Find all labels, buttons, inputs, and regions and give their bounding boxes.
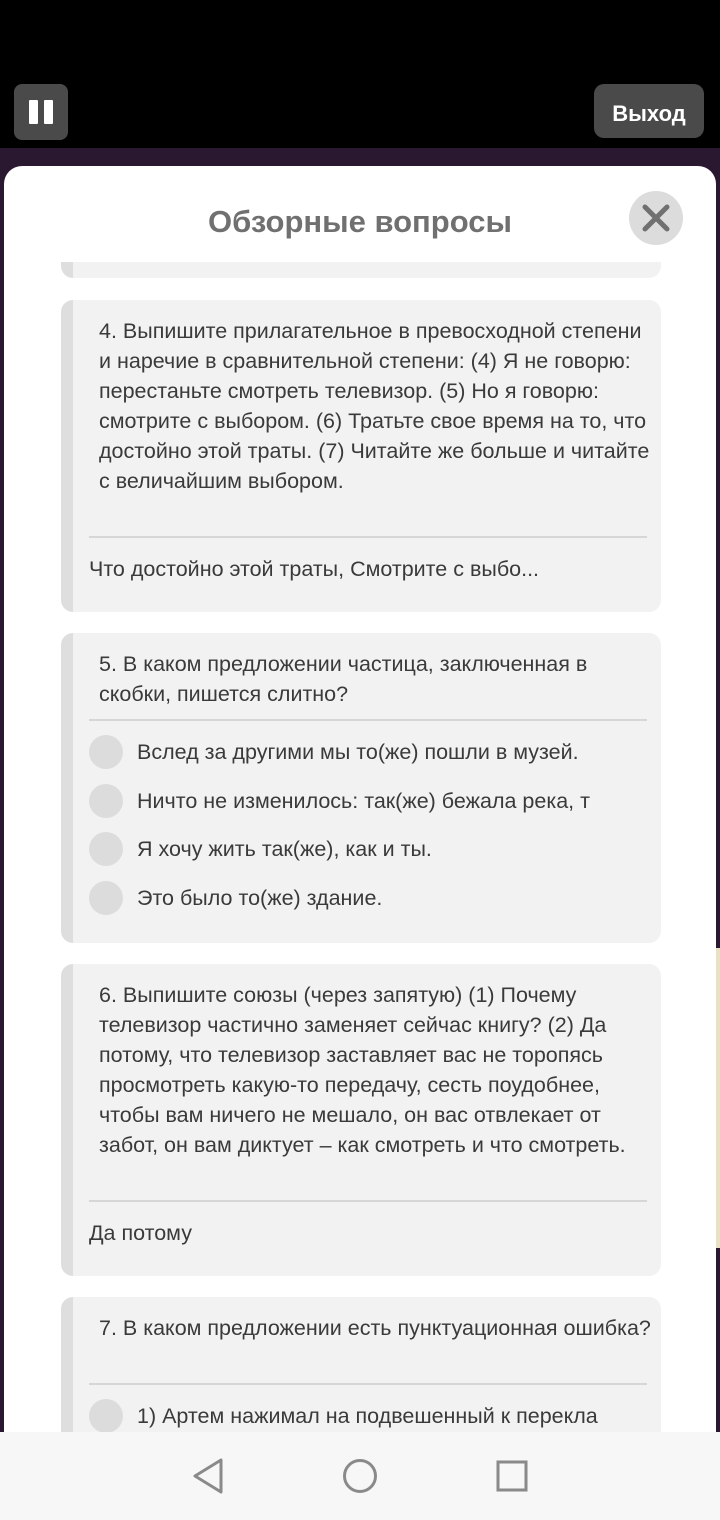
- pause-button[interactable]: [14, 84, 68, 140]
- question-card-6: [61, 964, 661, 1276]
- option-label: Это было то(же) здание.: [137, 885, 383, 910]
- review-questions-modal: [4, 166, 716, 1466]
- exit-button[interactable]: Выход: [594, 84, 704, 138]
- nav-back-button[interactable]: [184, 1452, 232, 1500]
- answer-option[interactable]: [89, 783, 647, 819]
- answer-option[interactable]: [89, 734, 647, 770]
- answer-text[interactable]: Что достойно этой траты, Смотрите с выбо...: [89, 557, 540, 581]
- answer-option[interactable]: [89, 831, 647, 867]
- radio-button[interactable]: [89, 881, 123, 915]
- recents-square-icon: [495, 1459, 529, 1493]
- question-text: 6. Выпишите союзы (через запятую) (1) Почему телевизор частично заменяет сейчас книгу? (2) Да потому, что телевизор заставляет вас не торопясь просмотреть какую-то передачу, сесть поудобнее, чтобы вам ничего не мешало, он вас отвлекает от забот, он вам диктует – как смотреть и что смотреть.: [99, 983, 626, 1157]
- system-navigation-bar: [0, 1432, 720, 1520]
- divider: [89, 1383, 647, 1385]
- question-card-5: [61, 633, 661, 943]
- divider: [89, 1200, 647, 1202]
- answer-option[interactable]: [89, 1398, 647, 1432]
- question-card-7: [61, 1297, 661, 1432]
- radio-button[interactable]: [89, 832, 123, 866]
- close-button[interactable]: [629, 191, 683, 245]
- radio-button[interactable]: [89, 735, 123, 769]
- option-label: Вслед за другими мы то(же) пошли в музей.: [137, 739, 579, 764]
- divider: [89, 536, 647, 538]
- question-card: [61, 262, 661, 278]
- option-label: 1) Артем нажимал на подвешенный к перекла: [137, 1403, 598, 1428]
- answer-option[interactable]: [89, 880, 647, 916]
- home-circle-icon: [341, 1457, 379, 1495]
- back-triangle-icon: [191, 1457, 225, 1495]
- option-label: Я хочу жить так(же), как и ты.: [137, 836, 432, 861]
- answer-text[interactable]: Да потому: [89, 1221, 192, 1245]
- radio-button[interactable]: [89, 784, 123, 818]
- divider: [89, 719, 647, 721]
- modal-title: Обзорные вопросы: [208, 204, 512, 239]
- nav-home-button[interactable]: [336, 1452, 384, 1500]
- nav-recents-button[interactable]: [488, 1452, 536, 1500]
- questions-list[interactable]: [4, 262, 716, 1432]
- pause-icon: [44, 100, 53, 124]
- question-card-4: [61, 300, 661, 612]
- question-text: 4. Выпишите прилагательное в превосходной степени и наречие в сравнительной степени: (4) Я не говорю: перестаньте смотреть телевизор. (5) Но я говорю: смотрите с выбором. (6) Тратьте свое время на то, что достойно этой траты. (7) Читайте же больше и читайте с величайшим выбором.: [99, 319, 650, 493]
- question-text: 5. В каком предложении частица, заключенная в скобки, пишется слитно?: [99, 652, 588, 706]
- close-icon: [641, 203, 671, 233]
- question-text: 7. В каком предложении есть пунктуационная ошибка?: [99, 1316, 651, 1340]
- option-label: Ничто не изменилось: так(же) бежала река, т: [137, 788, 590, 813]
- pause-icon: [29, 100, 38, 124]
- radio-button[interactable]: [89, 1399, 123, 1432]
